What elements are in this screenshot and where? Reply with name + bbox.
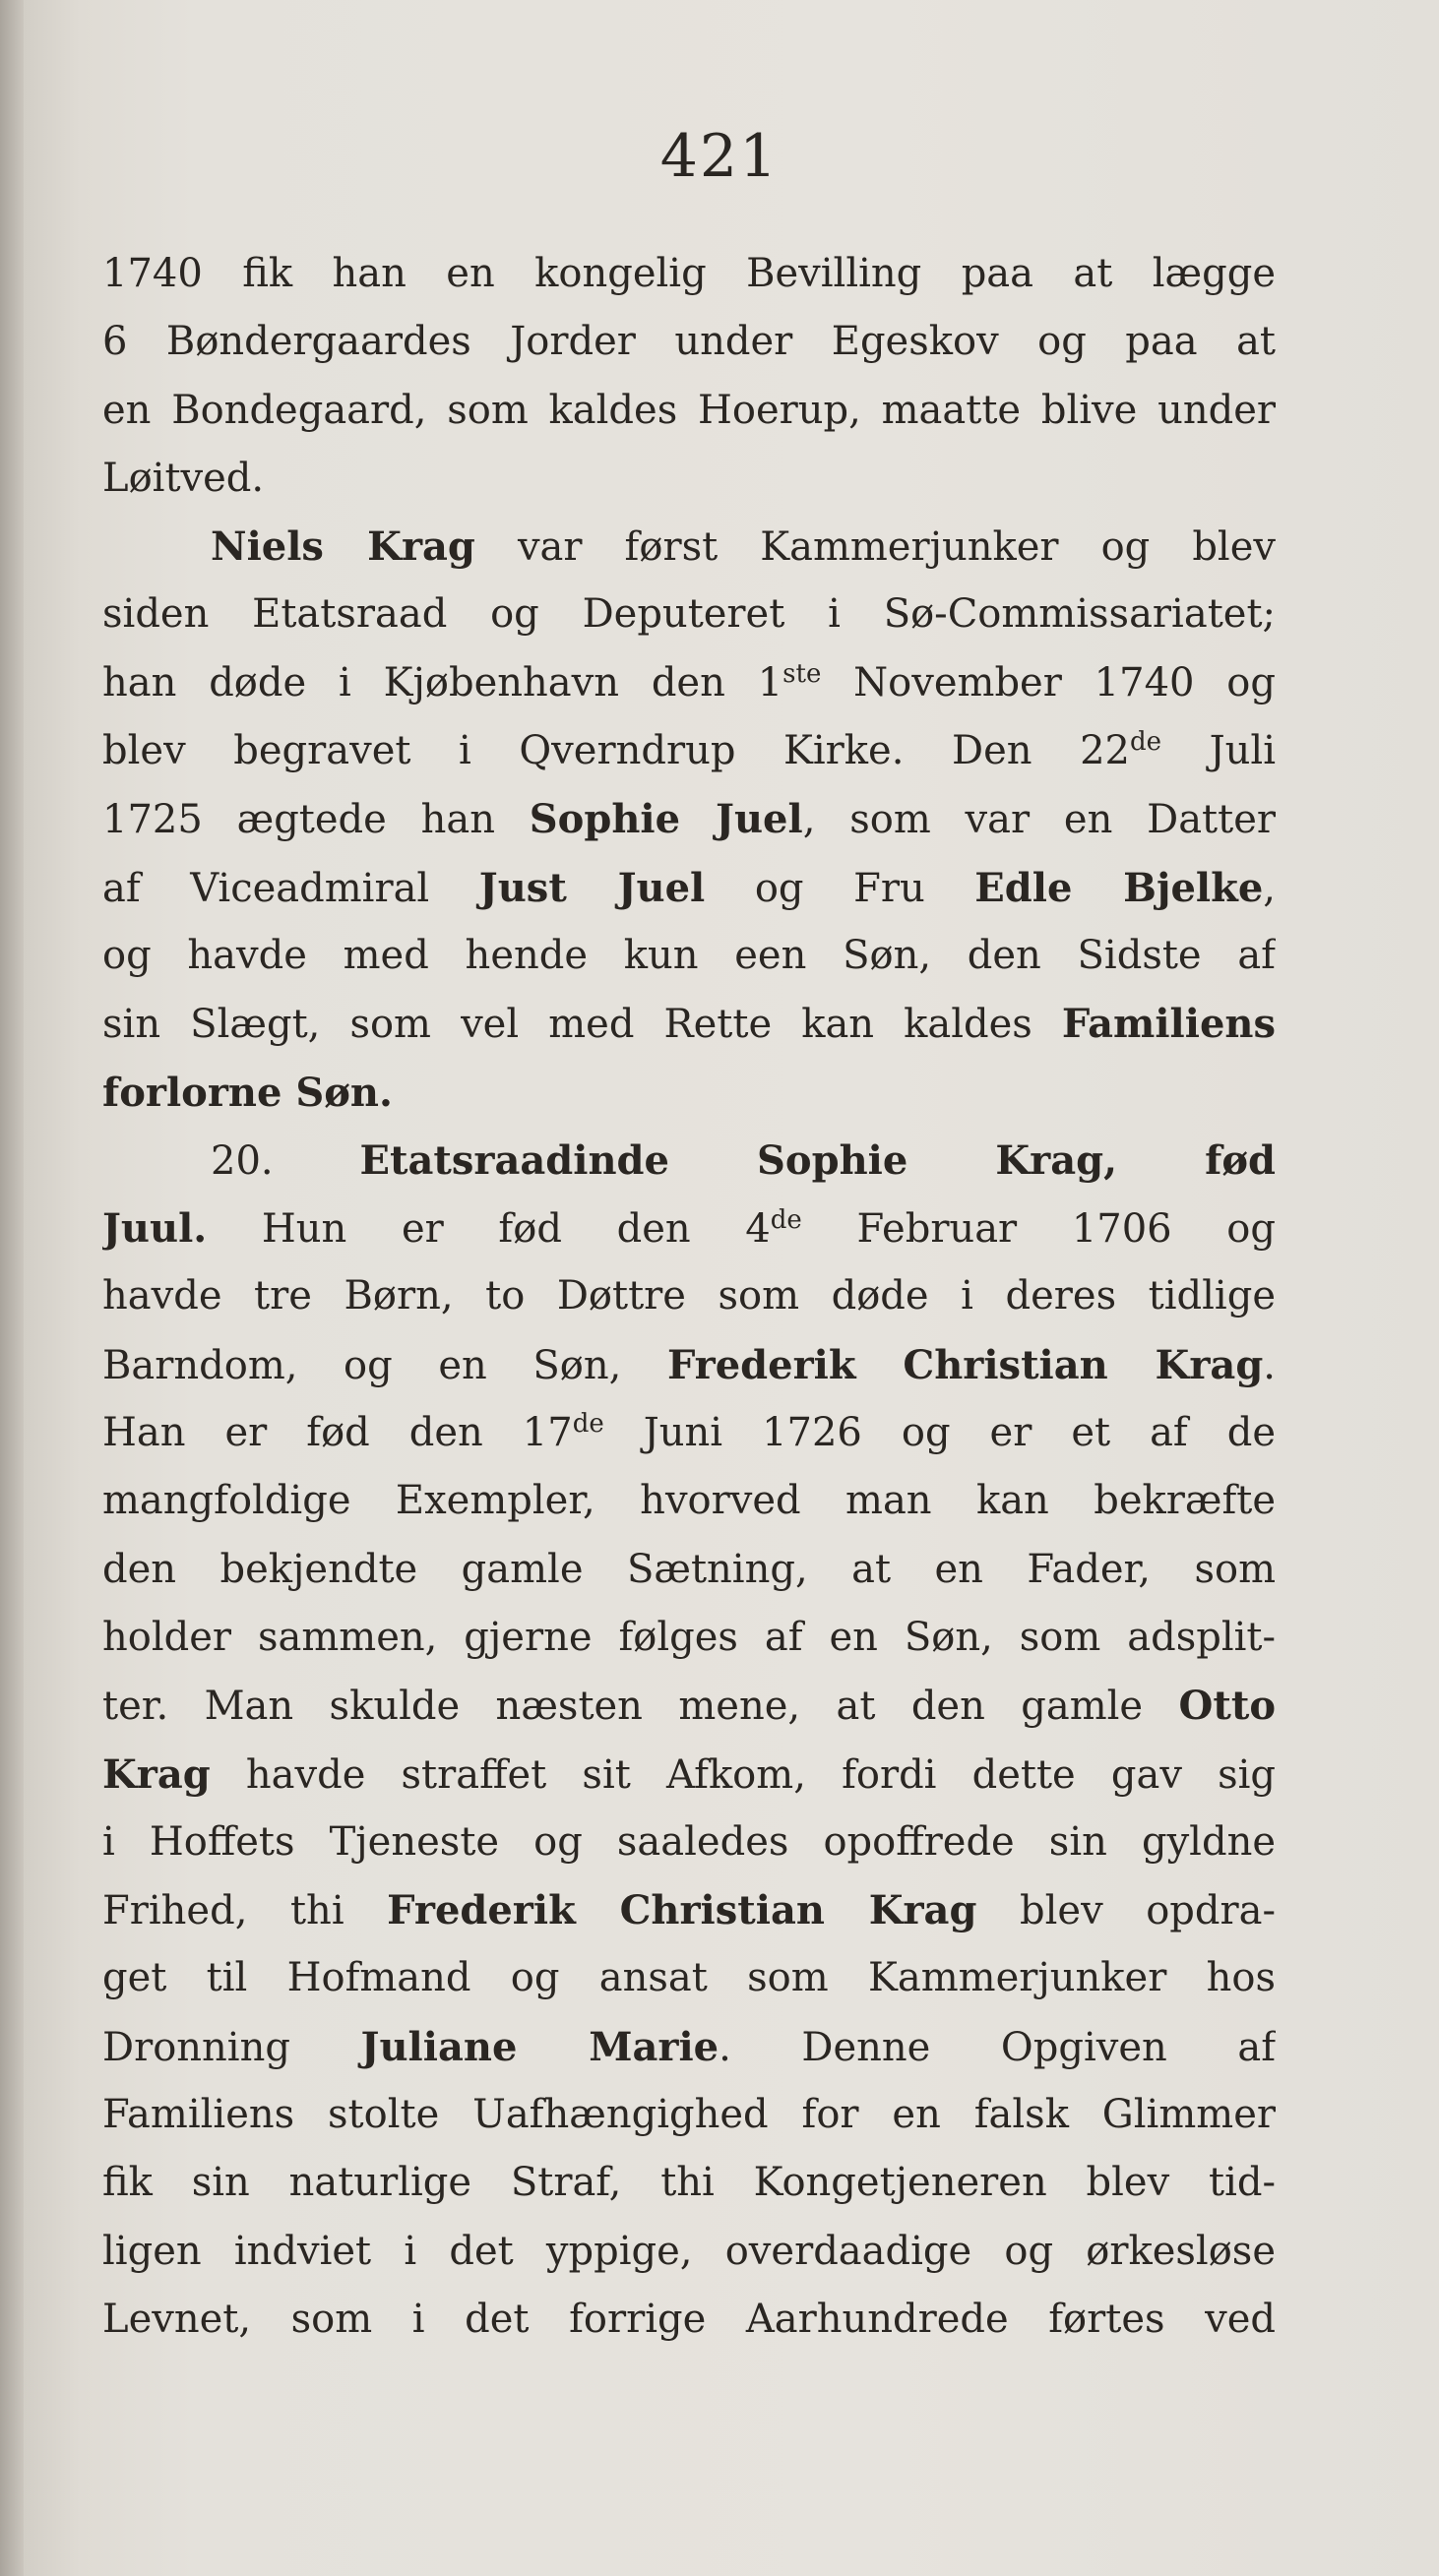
text-run: Februar 1706 og — [801, 1206, 1276, 1253]
text-line — [102, 1809, 1276, 1876]
emphasized-name: forlorne Søn. — [102, 1069, 393, 1116]
text-run: Han er fød den 17 — [102, 1410, 573, 1456]
text-run: og Fru — [705, 865, 975, 911]
emphasized-name: Etatsraadinde Sophie Krag, fød — [359, 1136, 1276, 1184]
text-line — [102, 1467, 1276, 1535]
text-run: 1725 ægtede han — [102, 797, 530, 843]
text-line — [102, 2286, 1276, 2354]
text-run: 6 Bøndergaardes Jorder under Egeskov og paa at — [102, 319, 1276, 365]
text-line — [102, 2149, 1276, 2217]
emphasized-name: Juliane Marie — [360, 2023, 720, 2070]
page-number: 421 — [659, 122, 780, 191]
page-edge-shadow — [0, 0, 24, 2576]
text-run: havde straffet sit Afkom, fordi dette gav sig — [210, 1751, 1276, 1798]
emphasized-name: Sophie Juel — [529, 796, 803, 843]
text-run: ter. Man skulde næsten mene, at den gamle — [102, 1684, 1179, 1730]
text-run: mangfoldige Exempler, hvorved man kan bekræfte — [102, 1478, 1276, 1524]
text-run: get til Hofmand og ansat som Kammerjunker hos — [102, 1955, 1276, 2001]
text-line — [102, 308, 1276, 376]
text-run: siden Etatsraad og Deputeret i Sø-Commissariatet; — [102, 591, 1276, 638]
text-line — [102, 1536, 1276, 1604]
superscript: de — [1130, 727, 1162, 758]
text-run: 20. — [211, 1137, 360, 1184]
text-line — [102, 445, 1276, 513]
text-line — [102, 854, 1276, 922]
emphasized-name: Frederik Christian Krag — [666, 1341, 1264, 1388]
emphasized-name: Otto — [1178, 1683, 1276, 1730]
text-line — [102, 1399, 1276, 1467]
text-run: han døde i Kjøbenhavn den 1 — [102, 659, 783, 705]
text-run: Juni 1726 og er et af de — [603, 1410, 1276, 1456]
text-run: . Denne Opgiven af — [719, 2024, 1276, 2070]
text-run: , — [1263, 865, 1276, 911]
text-run: Dronning — [102, 2024, 361, 2070]
text-run: ligen indviet i det yppige, overdaadige og ørkesløse — [102, 2228, 1276, 2274]
text-run: havde tre Børn, to Døttre som døde i deres tidlige — [102, 1273, 1276, 1319]
text-line — [102, 240, 1276, 308]
superscript: de — [572, 1409, 604, 1440]
text-line — [102, 1331, 1276, 1399]
superscript: de — [770, 1205, 802, 1236]
text-line — [102, 1672, 1276, 1740]
emphasized-name: Edle Bjelke — [974, 864, 1264, 911]
text-run: , som var en Datter — [802, 797, 1276, 843]
text-run: blev opdra- — [976, 1888, 1276, 1934]
text-line — [102, 1604, 1276, 1672]
superscript: ste — [782, 658, 822, 689]
text-run: . — [1263, 1342, 1276, 1388]
text-line — [102, 922, 1276, 990]
text-run: Løitved. — [102, 455, 265, 501]
emphasized-name: Frederik Christian Krag — [387, 1887, 977, 1934]
text-line — [102, 1059, 1276, 1127]
text-run: den bekjendte gamle Sætning, at en Fader, som — [102, 1546, 1276, 1592]
text-run: og havde med hende kun een Søn, den Sidste af — [102, 932, 1276, 978]
text-run: Levnet, som i det forrige Aarhundrede førtes ved — [102, 2296, 1276, 2342]
emphasized-name: Just Juel — [478, 864, 706, 911]
text-run: 1740 fik han en kongelig Bevilling paa at lægge — [102, 251, 1276, 296]
text-line — [102, 1127, 1276, 1195]
text-run: var først Kammerjunker og blev — [474, 524, 1276, 571]
text-run: i Hoffets Tjeneste og saaledes opoffrede sin gyldne — [102, 1818, 1276, 1865]
text-run: Frihed, thi — [102, 1888, 388, 1934]
emphasized-name: Krag — [102, 1750, 211, 1798]
emphasized-name: Niels Krag — [211, 523, 475, 571]
text-line — [102, 1944, 1276, 2012]
text-run: sin Slægt, som vel med Rette kan kaldes — [102, 1002, 1062, 1048]
text-run: November 1740 og — [821, 659, 1276, 705]
text-line — [102, 717, 1276, 785]
text-line — [102, 2218, 1276, 2286]
text-line — [102, 581, 1276, 648]
text-line — [102, 2081, 1276, 2149]
text-run: Hun er fød den 4 — [207, 1206, 771, 1253]
text-line — [102, 513, 1276, 581]
text-run: Juli — [1161, 728, 1276, 774]
text-line — [102, 1262, 1276, 1330]
text-run: Familiens stolte Uafhængighed for en falsk Glimmer — [102, 2092, 1276, 2138]
text-run: en Bondegaard, som kaldes Hoerup, maatte blive under — [102, 387, 1276, 433]
text-run: af Viceadmiral — [102, 865, 479, 911]
text-line — [102, 649, 1276, 717]
emphasized-name: Familiens — [1061, 1001, 1276, 1048]
text-line — [102, 990, 1276, 1058]
text-line — [102, 785, 1276, 853]
text-line — [102, 1195, 1276, 1262]
text-line — [102, 2013, 1276, 2081]
text-run: holder sammen, gjerne følges af en Søn, som adsplit- — [102, 1614, 1276, 1660]
text-run: fik sin naturlige Straf, thi Kongetjeneren blev tid- — [102, 2160, 1276, 2206]
text-line — [102, 1741, 1276, 1809]
text-run: blev begravet i Qverndrup Kirke. Den 22 — [102, 728, 1130, 774]
body-text — [102, 240, 1276, 2354]
text-line — [102, 377, 1276, 445]
text-run: Barndom, og en Søn, — [102, 1342, 667, 1388]
text-line — [102, 1876, 1276, 1944]
emphasized-name: Juul. — [102, 1205, 208, 1253]
